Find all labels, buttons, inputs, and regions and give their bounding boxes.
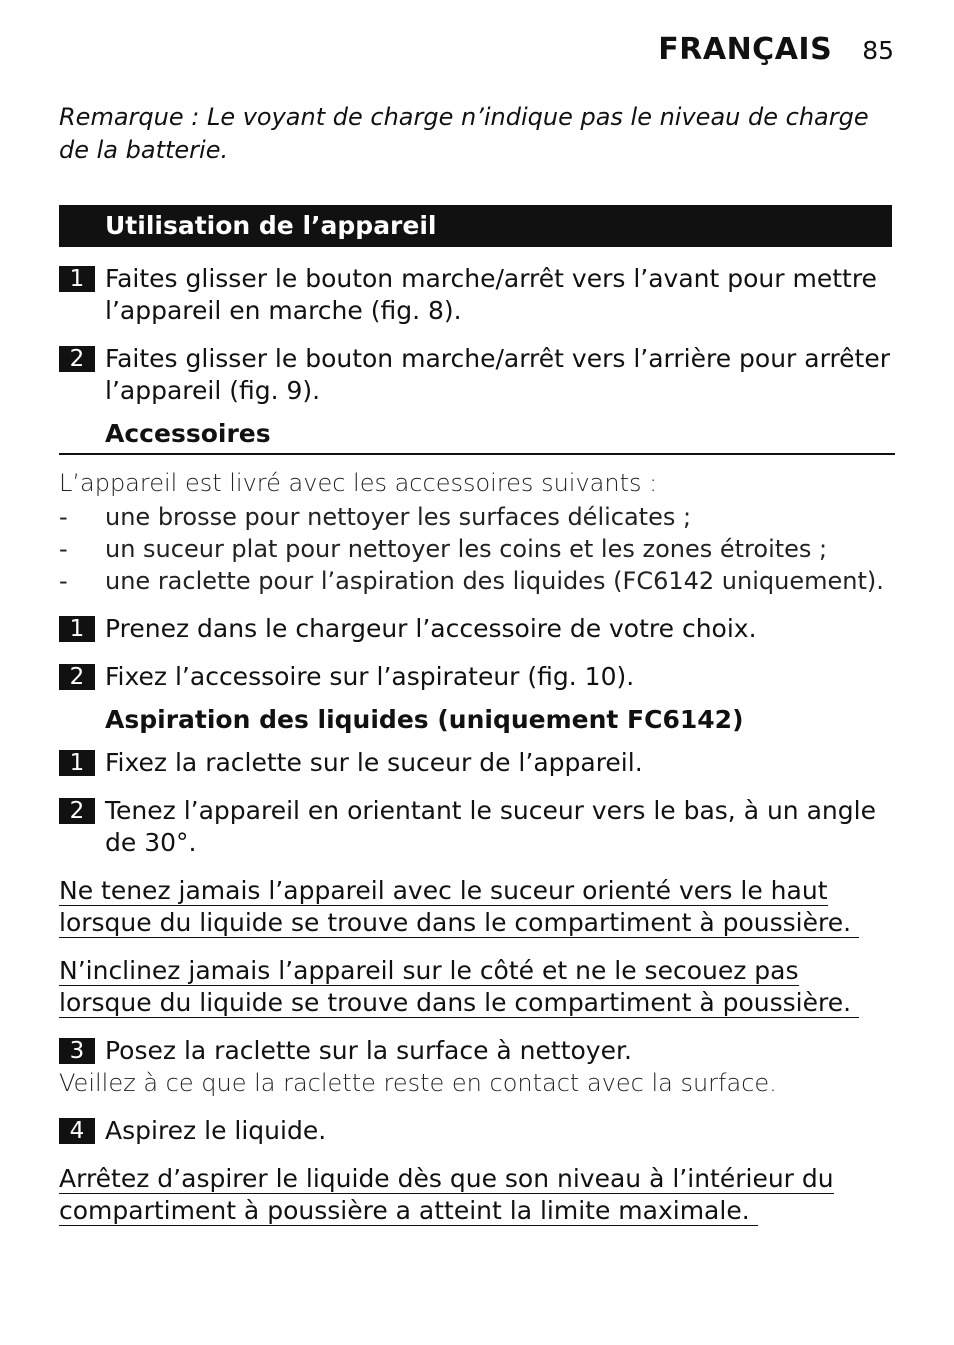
- step-number-badge: 2: [59, 346, 95, 372]
- use-step-2: [59, 343, 895, 407]
- accessory-step-2: [59, 661, 895, 693]
- step-text: Fixez l’accessoire sur l’aspirateur (fig. 10).: [105, 662, 635, 691]
- warning-text: N’inclinez jamais l’appareil sur le côté et ne le secouez pas lorsque du liquide se trouve dans le compartiment à poussière.: [59, 956, 859, 1018]
- use-step-1: [59, 263, 895, 327]
- warning-orientation: [59, 875, 895, 939]
- page-number: 85: [862, 36, 894, 65]
- liquids-heading: Aspiration des liquides (uniquement FC6142): [105, 705, 744, 734]
- step-number-badge: 1: [59, 266, 95, 292]
- page-content: [59, 101, 895, 1227]
- list-item: [59, 565, 895, 597]
- step-text: Aspirez le liquide.: [105, 1116, 327, 1145]
- warning-max-level: [59, 1163, 895, 1227]
- list-item-text: un suceur plat pour nettoyer les coins et les zones étroites ;: [105, 535, 828, 563]
- bullet-dash: -: [59, 535, 68, 563]
- step-3-detail: Veillez à ce que la raclette reste en contact avec la surface.: [59, 1069, 777, 1097]
- accessories-list: [59, 501, 895, 597]
- step-number-badge: 3: [59, 1038, 95, 1064]
- list-item: [59, 501, 895, 533]
- step-text: Posez la raclette sur la surface à nettoyer.: [105, 1036, 632, 1065]
- liquid-step-3: [59, 1035, 895, 1067]
- step-number-badge: 4: [59, 1118, 95, 1144]
- charge-note: Remarque : Le voyant de charge n’indique pas le niveau de charge de la batterie.: [59, 103, 869, 164]
- step-text: Faites glisser le bouton marche/arrêt vers l’arrière pour arrêter l’appareil (fig. 9).: [105, 344, 891, 405]
- liquid-step-1: [59, 747, 895, 779]
- step-text: Faites glisser le bouton marche/arrêt vers l’avant pour mettre l’appareil en marche (fig. 8).: [105, 264, 877, 325]
- liquid-step-2: [59, 795, 895, 859]
- accessories-heading: Accessoires: [59, 415, 895, 455]
- step-number-badge: 1: [59, 616, 95, 642]
- step-text: Prenez dans le chargeur l’accessoire de votre choix.: [105, 614, 757, 643]
- list-item-text: une brosse pour nettoyer les surfaces délicates ;: [105, 503, 692, 531]
- step-number-badge: 1: [59, 750, 95, 776]
- list-item: [59, 533, 895, 565]
- warning-text: Ne tenez jamais l’appareil avec le suceur orienté vers le haut lorsque du liquide se trouve dans le compartiment à poussière.: [59, 876, 859, 938]
- accessories-intro: L’appareil est livré avec les accessoires suivants :: [59, 469, 658, 497]
- step-number-badge: 2: [59, 798, 95, 824]
- bullet-dash: -: [59, 503, 68, 531]
- language-label: FRANÇAIS: [658, 32, 833, 67]
- section-title: Utilisation de l’appareil: [59, 205, 892, 247]
- step-text: Fixez la raclette sur le suceur de l’appareil.: [105, 748, 643, 777]
- step-text: Tenez l’appareil en orientant le suceur vers le bas, à un angle de 30°.: [105, 796, 876, 857]
- accessory-step-1: [59, 613, 895, 645]
- liquid-step-4: [59, 1115, 895, 1147]
- list-item-text: une raclette pour l’aspiration des liquides (FC6142 uniquement).: [105, 567, 884, 595]
- warning-text: Arrêtez d’aspirer le liquide dès que son niveau à l’intérieur du compartiment à poussière a atteint la limite maximale.: [59, 1164, 834, 1225]
- step-number-badge: 2: [59, 664, 95, 690]
- bullet-dash: -: [59, 567, 68, 595]
- page-header: [658, 32, 894, 67]
- warning-tilt: [59, 955, 895, 1019]
